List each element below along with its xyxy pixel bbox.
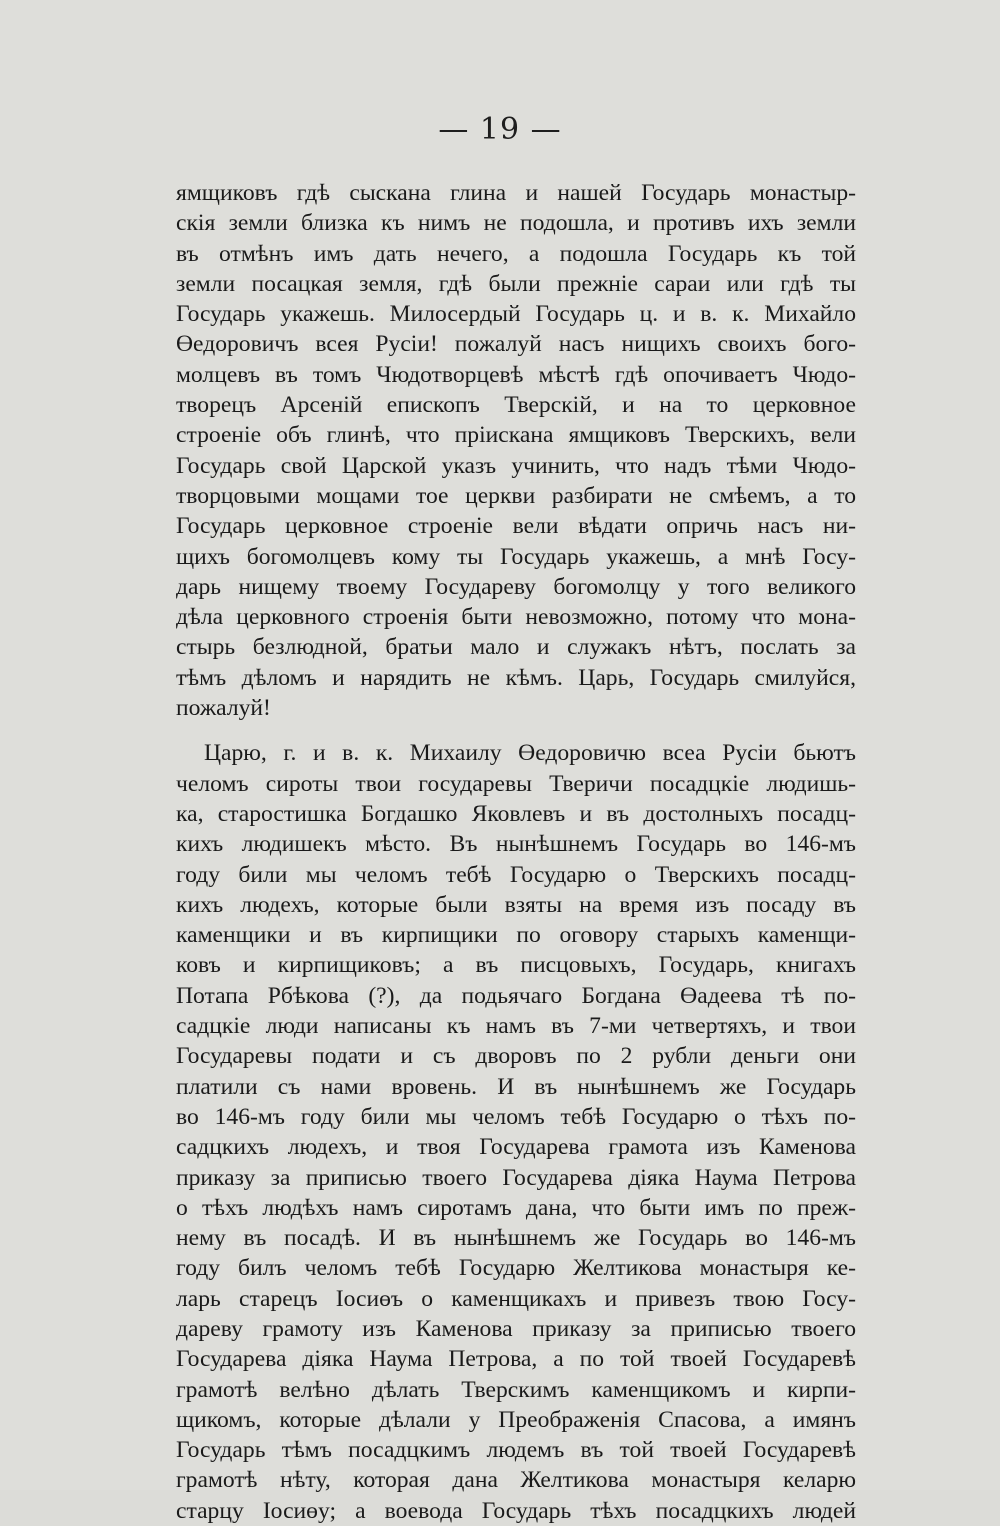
text-line: щикомъ, которые дѣлали у Преображенія Спасова, а имянъ <box>176 1406 856 1433</box>
text-line: старцу Іосиөу; а воевода Государь тѣхъ посадцкихъ людей <box>176 1497 856 1524</box>
paragraph-gap <box>176 723 856 738</box>
text-line: земли посацкая земля, гдѣ были прежніе сараи или гдѣ ты <box>176 270 856 297</box>
text-line: кихъ людехъ, которые были взяты на время изъ посаду въ <box>176 891 856 918</box>
body-text <box>176 178 856 1526</box>
text-line: году билъ челомъ тебѣ Государю Желтикова монастыря ке- <box>176 1255 856 1282</box>
text-line: ларь старецъ Іосиөъ о каменщикахъ и привезъ твою Госу- <box>176 1285 856 1312</box>
paragraph <box>176 178 856 723</box>
text-line: строеніе объ глинѣ, что пріискана ямщиковъ Тверскихъ, вели <box>176 422 856 449</box>
text-line: дарь нищему твоему Государеву богомолцу у того великого <box>176 573 856 600</box>
text-line: молцевъ въ томъ Чюдотворцевѣ мѣстѣ гдѣ опочиваетъ Чюдо- <box>176 361 856 388</box>
text-line: Государевы подати и съ дворовъ по 2 рубли деньги они <box>176 1043 856 1070</box>
text-line: творцовыми мощами тое церкви разбирати не смѣемъ, а то <box>176 482 856 509</box>
text-line: творецъ Арсеній епископъ Тверскій, и на то церковное <box>176 392 856 419</box>
text-line: тѣмъ дѣломъ и нарядить не кѣмъ. Царь, Государь смилуйся, <box>176 664 856 691</box>
text-line: стырь безлюдной, братьи мало и служакъ нѣтъ, послать за <box>176 634 856 661</box>
text-line: дѣла церковного строенія быти невозможно, потому что мона- <box>176 604 856 631</box>
text-line: ка, старостишка Богдашко Яковлевъ и въ достолныхъ посадц- <box>176 800 856 827</box>
text-line: Государь укажешь. Милосердый Государь ц. и в. к. Михайло <box>176 301 856 328</box>
text-line: дареву грамоту изъ Каменова приказу за приписью твоего <box>176 1315 856 1342</box>
text-line: садцкихъ людехъ, и твоя Государева грамота изъ Каменова <box>176 1134 856 1161</box>
text-line: году били мы челомъ тебѣ Государю о Тверскихъ посадц- <box>176 861 856 888</box>
text-line: Государь свой Царской указъ учинить, что надъ тѣми Чюдо- <box>176 452 856 479</box>
text-line: Өедоровичъ всея Русіи! пожалуй насъ нищихъ своихъ бого- <box>176 331 856 358</box>
text-line: ямщиковъ гдѣ сыскана глина и нашей Государь монастыр- <box>176 180 856 206</box>
text-line: грамотѣ нѣту, которая дана Желтикова монастыря келарю <box>176 1467 856 1494</box>
text-line: садцкіе люди написаны къ намъ въ 7-ми четвертяхъ, и твои <box>176 1013 856 1040</box>
text-line: во 146-мъ году били мы челомъ тебѣ Государю о тѣхъ по- <box>176 1103 856 1130</box>
page-number: — 19 — <box>438 112 562 147</box>
text-line: каменщики и въ кирпищики по оговору старыхъ каменщи- <box>176 922 856 949</box>
text-line: Государева діяка Наума Петрова, а по той твоей Государевѣ <box>176 1346 856 1373</box>
text-line: грамотѣ велѣно дѣлать Тверскимъ каменщикомъ и кирпи- <box>176 1376 856 1403</box>
text-line: щихъ богомолцевъ кому ты Государь укажешь, а мнѣ Госу- <box>176 543 856 570</box>
text-line: челомъ сироты твои государевы Тверичи посадцкіе людишь- <box>176 770 856 797</box>
text-line: нему въ посадѣ. И въ нынѣшнемъ же Государь во 146-мъ <box>176 1225 856 1252</box>
text-line: пожалуй! <box>176 695 271 722</box>
text-line: ковъ и кирпищиковъ; а въ писцовыхъ, Государь, книгахъ <box>176 952 856 979</box>
text-line: Потапа Рбѣкова (?), да подьячаго Богдана Өадеева тѣ по- <box>176 982 856 1009</box>
text-line: платили съ нами вровень. И въ нынѣшнемъ же Государь <box>176 1073 856 1100</box>
text-line: о тѣхъ людѣхъ намъ сиротамъ дана, что быти имъ по преж- <box>176 1194 856 1221</box>
text-line: Государь тѣмъ посадцкимъ людемъ въ той твоей Государевѣ <box>176 1437 856 1464</box>
text-line: скія земли близка къ нимъ не подошла, и противъ ихъ земли <box>176 210 856 237</box>
text-line: Государь церковное строеніе вели вѣдати опричь насъ ни- <box>176 513 856 540</box>
text-line: Царю, г. и в. к. Михаилу Өедоровичю всеа Русіи бьютъ <box>204 740 856 767</box>
text-line: кихъ людишекъ мѣсто. Въ нынѣшнемъ Государь во 146-мъ <box>176 831 856 858</box>
paragraph <box>176 738 856 1526</box>
text-line: приказу за приписью твоего Государева діяка Наума Петрова <box>176 1164 856 1191</box>
text-line: въ отмѣнъ имъ дать нечего, а подошла Государь къ той <box>176 240 856 267</box>
